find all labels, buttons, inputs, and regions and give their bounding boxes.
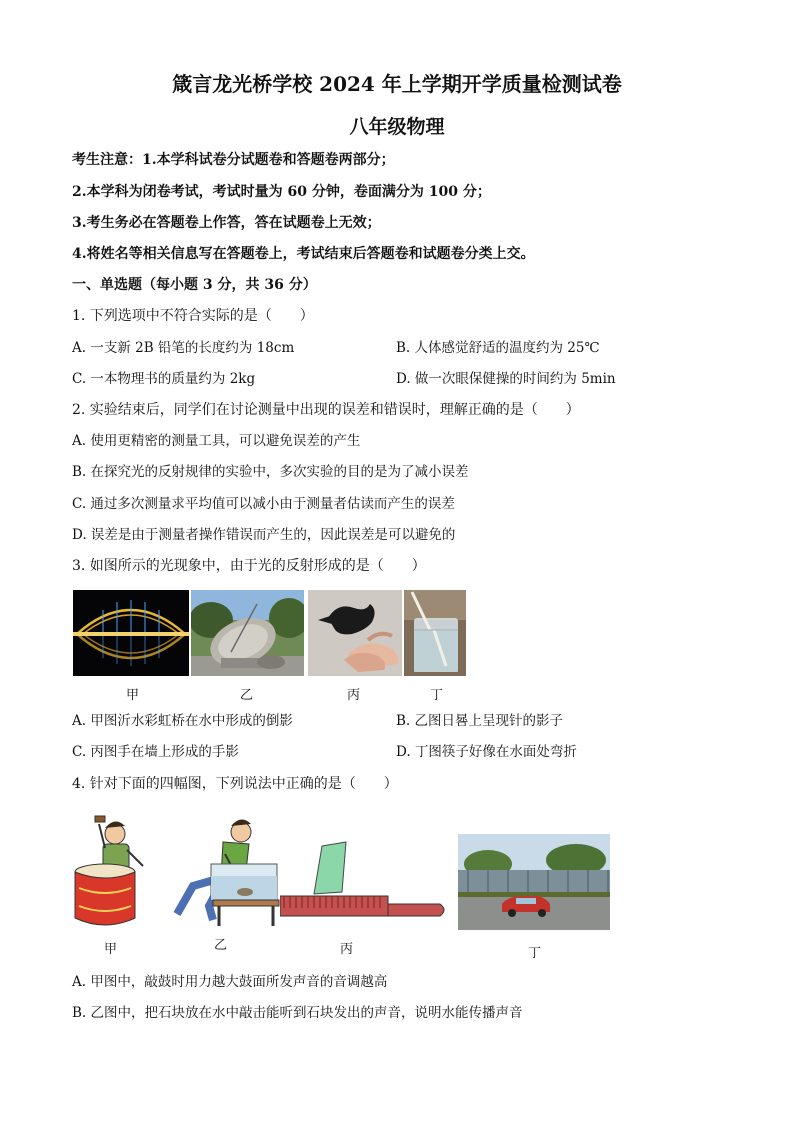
q2-option-c: C. 通过多次测量求平均值可以减小由于测量者估读而产生的误差 [72,496,455,512]
q1-option-d: D. 做一次眼保健操的时间约为 5min [396,371,616,387]
q4-label-ding: 丁 [528,946,542,961]
q1-stem: 1. 下列选项中不符合实际的是（ ） [72,308,314,324]
exam-title: 箴言龙光桥学校 2024 年上学期开学质量检测试卷 [172,72,622,96]
q3-label-yi: 乙 [240,688,254,703]
q4-option-b: B. 乙图中，把石块放在水中敲击能听到石块发出的声音，说明水能传播声音 [72,1005,523,1021]
q1-option-b: B. 人体感觉舒适的温度约为 25℃ [396,340,600,356]
notice-line-2: 2.本学科为闭卷考试，考试时量为 60 分钟，卷面满分为 100 分； [72,184,491,200]
q3-option-a: A. 甲图沂水彩虹桥在水中形成的倒影 [72,713,293,729]
q1-option-c: C. 一本物理书的质量约为 2kg [72,371,256,387]
q4-label-jia: 甲 [104,942,118,957]
q4-image-drum-and-water-tank [73,806,293,932]
q3-option-b: B. 乙图日晷上呈现针的影子 [396,713,564,729]
q2-option-d: D. 误差是由于测量者操作错误而产生的，因此误差是可以避免的 [72,527,456,543]
q3-label-jia: 甲 [126,688,140,703]
q4-label-bing: 丙 [340,942,354,957]
q2-option-a: A. 使用更精密的测量工具，可以避免误差的产生 [72,433,361,449]
notice-line-3: 3.考生务必在答题卷上作答，答在试题卷上无效； [72,215,381,231]
q3-image-chopstick-water [404,590,466,676]
q3-option-d: D. 丁图筷子好像在水面处弯折 [396,744,577,760]
q3-label-ding: 丁 [430,688,444,703]
q4-image-comb-card [280,838,450,928]
q3-image-bridge-reflection [73,590,189,676]
q3-image-hand-shadow [308,590,402,676]
q3-option-c: C. 丙图手在墙上形成的手影 [72,744,239,760]
exam-subtitle: 八年级物理 [349,116,445,138]
q3-stem: 3. 如图所示的光现象中，由于光的反射形成的是（ ） [72,558,426,574]
q3-image-sundial [191,590,304,676]
q2-stem: 2. 实验结束后，同学们在讨论测量中出现的误差和错误时，理解正确的是（ ） [72,402,580,418]
q2-option-b: B. 在探究光的反射规律的实验中，多次实验的目的是为了减小误差 [72,464,469,480]
q4-label-yi: 乙 [214,938,228,953]
q3-label-bing: 丙 [347,688,361,703]
q1-option-a: A. 一支新 2B 铅笔的长度约为 18cm [72,340,295,356]
q4-option-a: A. 甲图中，敲鼓时用力越大鼓面所发声音的音调越高 [72,974,388,990]
q4-image-highway-sound-barrier [458,834,610,930]
section-heading: 一、单选题（每小题 3 分，共 36 分） [72,277,317,293]
q4-stem: 4. 针对下面的四幅图，下列说法中正确的是（ ） [72,776,398,792]
notice-line-4: 4.将姓名等相关信息写在答题卷上，考试结束后答题卷和试题卷分类上交。 [72,246,535,262]
notice-line-1: 考生注意：1.本学科试卷分试题卷和答题卷两部分； [72,152,395,168]
